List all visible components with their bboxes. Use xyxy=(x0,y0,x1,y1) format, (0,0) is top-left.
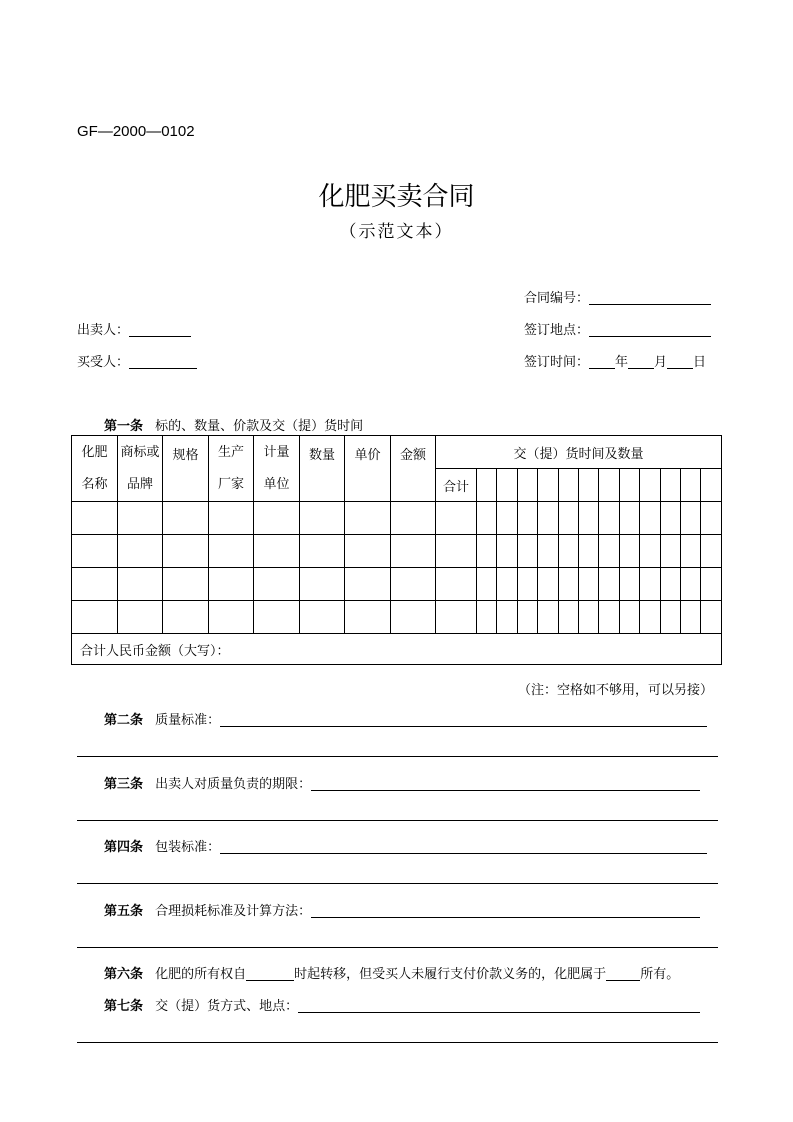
article-7-extra-line[interactable] xyxy=(77,1042,718,1043)
article-5-number: 第五条 xyxy=(104,904,144,919)
sign-time-field[interactable] xyxy=(524,351,706,370)
table-note: （注：空格如不够用，可以另接） xyxy=(517,683,713,698)
contract-number-field[interactable] xyxy=(524,287,711,306)
article-1-number: 第一条 xyxy=(104,419,144,434)
delivery-subcell xyxy=(619,469,639,502)
buyer-blank[interactable] xyxy=(129,354,197,369)
seller-field[interactable] xyxy=(77,319,191,338)
delivery-subcell xyxy=(640,469,660,502)
table-row[interactable] xyxy=(72,502,722,535)
goods-table xyxy=(71,435,722,665)
table-row[interactable] xyxy=(72,601,722,634)
article-1 xyxy=(104,415,363,434)
article-3-text: 出卖人对质量负责的期限： xyxy=(155,777,312,792)
col-header-quantity: 数量 xyxy=(300,436,345,502)
delivery-subcell xyxy=(680,469,700,502)
article-5-blank[interactable] xyxy=(311,903,700,918)
table-row[interactable] xyxy=(72,568,722,601)
col-header-unit-price: 单价 xyxy=(345,436,391,502)
article-7-text: 交（提）货方式、地点： xyxy=(155,999,299,1014)
month-label: 月 xyxy=(654,355,668,370)
article-5-extra-line[interactable] xyxy=(77,947,718,948)
article-4-blank[interactable] xyxy=(220,839,707,854)
sign-place-blank[interactable] xyxy=(589,322,711,337)
article-5-text: 合理损耗标准及计算方法： xyxy=(155,904,312,919)
owner-blank[interactable] xyxy=(606,966,640,981)
total-amount-row[interactable]: 合计人民币金额（大写）： xyxy=(72,634,722,665)
col-header-subtotal: 合计 xyxy=(436,469,477,502)
article-7-blank[interactable] xyxy=(298,998,700,1013)
table-row[interactable] xyxy=(72,535,722,568)
seller-blank[interactable] xyxy=(129,322,191,337)
delivery-subcell xyxy=(538,469,558,502)
contract-title: 化肥买卖合同 xyxy=(318,182,475,212)
year-label: 年 xyxy=(615,355,629,370)
article-3[interactable] xyxy=(104,773,700,792)
article-4-extra-line[interactable] xyxy=(77,883,718,884)
transfer-time-blank[interactable] xyxy=(246,966,294,981)
article-4-text: 包装标准： xyxy=(155,840,221,855)
col-header-name: 化肥 名称 xyxy=(72,436,118,502)
article-4-number: 第四条 xyxy=(104,840,144,855)
col-header-brand: 商标或 品牌 xyxy=(118,436,163,502)
article-6-text-2: 时起转移，但受买人未履行支付价款义务的，化肥属于 xyxy=(294,967,607,982)
delivery-subcell xyxy=(660,469,680,502)
article-3-blank[interactable] xyxy=(311,776,700,791)
article-2-number: 第二条 xyxy=(104,713,144,728)
article-2-blank[interactable] xyxy=(220,712,707,727)
day-blank[interactable] xyxy=(667,354,693,369)
article-6-text-1: 化肥的所有权自 xyxy=(155,967,247,982)
year-blank[interactable] xyxy=(589,354,615,369)
article-3-extra-line[interactable] xyxy=(77,820,718,821)
month-blank[interactable] xyxy=(628,354,654,369)
article-6-text-3: 所有。 xyxy=(640,967,680,982)
day-label: 日 xyxy=(693,355,707,370)
article-4[interactable] xyxy=(104,836,707,855)
buyer-field[interactable] xyxy=(77,351,197,370)
col-header-amount: 金额 xyxy=(391,436,436,502)
article-7-number: 第七条 xyxy=(104,999,144,1014)
delivery-subcell xyxy=(477,469,497,502)
col-header-unit: 计量 单位 xyxy=(254,436,300,502)
seller-label: 出卖人： xyxy=(77,323,130,338)
article-2-text: 质量标准： xyxy=(155,713,221,728)
delivery-subcell xyxy=(497,469,517,502)
buyer-label: 买受人： xyxy=(77,355,130,370)
delivery-subcell xyxy=(578,469,598,502)
article-2[interactable] xyxy=(104,709,707,728)
col-header-spec: 规格 xyxy=(163,436,209,502)
sign-place-field[interactable] xyxy=(524,319,711,338)
article-7[interactable] xyxy=(104,995,700,1014)
contract-subtitle: （示范文本） xyxy=(339,222,454,242)
col-header-manufacturer: 生产 厂家 xyxy=(209,436,254,502)
article-5[interactable] xyxy=(104,900,700,919)
delivery-subcell xyxy=(558,469,578,502)
delivery-subcell xyxy=(701,469,722,502)
sign-time-label: 签订时间： xyxy=(524,355,590,370)
contract-number-label: 合同编号： xyxy=(524,291,590,306)
article-6[interactable] xyxy=(104,963,679,982)
delivery-subcell xyxy=(599,469,619,502)
article-6-number: 第六条 xyxy=(104,967,144,982)
document-code: GF—2000—0102 xyxy=(77,123,195,140)
contract-number-blank[interactable] xyxy=(589,290,711,305)
col-header-delivery: 交（提）货时间及数量 xyxy=(436,436,722,469)
delivery-subcell xyxy=(517,469,537,502)
sign-place-label: 签订地点： xyxy=(524,323,590,338)
article-2-extra-line[interactable] xyxy=(77,756,718,757)
article-1-text: 标的、数量、价款及交（提）货时间 xyxy=(155,419,364,434)
article-3-number: 第三条 xyxy=(104,777,144,792)
